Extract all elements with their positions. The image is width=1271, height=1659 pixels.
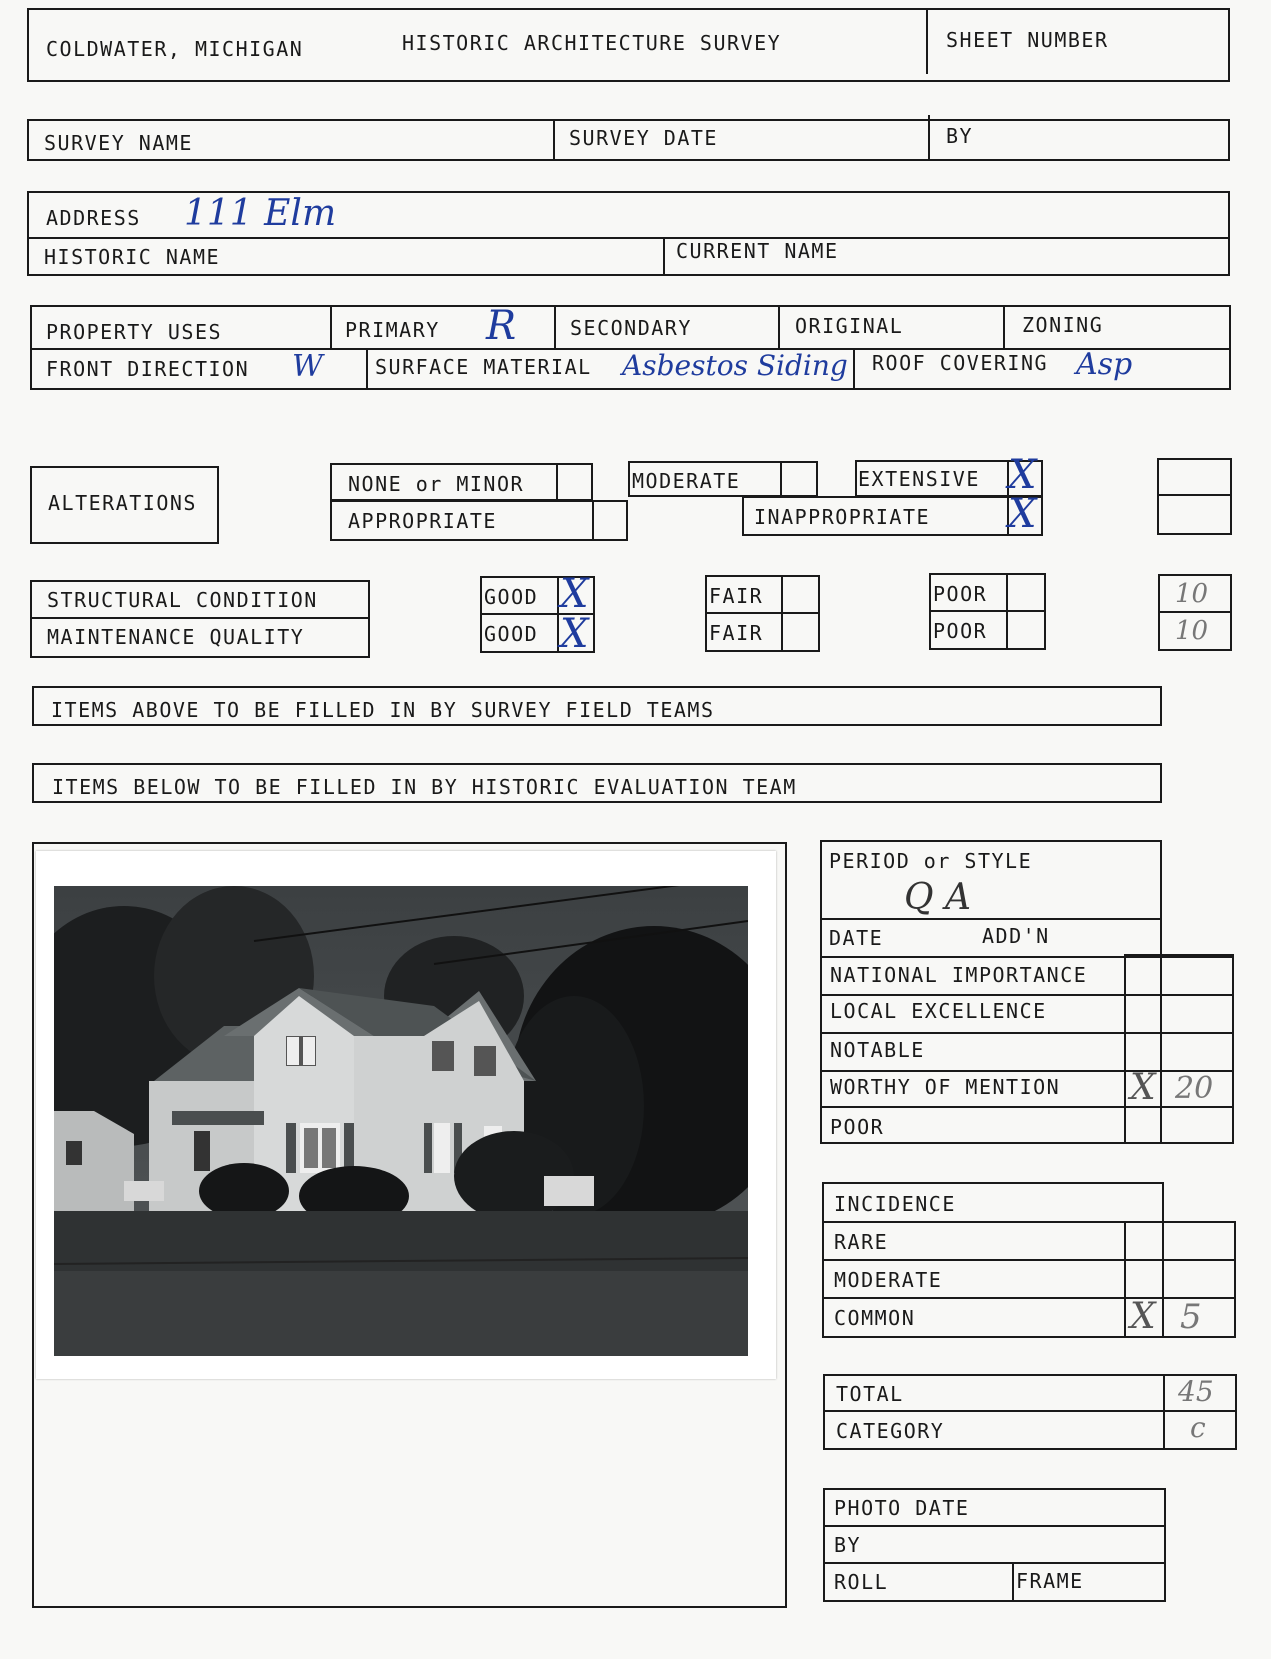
- poor-divider: [929, 610, 1046, 612]
- eval-mark-col: [1124, 954, 1126, 1144]
- front-direction-value: W: [292, 349, 323, 384]
- good-checkbox-divider: [557, 576, 559, 651]
- maintenance-good-mark: X: [560, 611, 589, 657]
- local-excellence-label: LOCAL EXCELLENCE: [830, 999, 1047, 1023]
- house-photo-image: [54, 886, 748, 1356]
- surface-material-label: SURFACE MATERIAL: [375, 355, 592, 379]
- header-title: HISTORIC ARCHITECTURE SURVEY: [402, 31, 782, 55]
- maintenance-fair-label: FAIR: [709, 621, 764, 645]
- survey-divider-2: [928, 115, 930, 159]
- photo-info-row-1: [823, 1525, 1166, 1527]
- primary-value: R: [486, 303, 517, 349]
- eval-addn-label: ADD'N: [982, 924, 1050, 948]
- total-label: TOTAL: [836, 1382, 904, 1406]
- property-uses-label: PROPERTY USES: [46, 320, 223, 344]
- property-div-3: [778, 305, 780, 348]
- zoning-label: ZONING: [1022, 313, 1104, 337]
- common-mark: X: [1130, 1296, 1156, 1337]
- current-name-label: CURRENT NAME: [676, 239, 839, 263]
- alterations-score-box: [1157, 458, 1232, 535]
- photo-card: [36, 851, 776, 1379]
- extensive-mark: X: [1008, 452, 1037, 498]
- structural-condition-label: STRUCTURAL CONDITION: [47, 588, 318, 612]
- maintenance-quality-label: MAINTENANCE QUALITY: [47, 625, 305, 649]
- national-importance-label: NATIONAL IMPORTANCE: [830, 963, 1088, 987]
- total-value: 45: [1178, 1375, 1214, 1408]
- structural-good-mark: X: [560, 571, 589, 617]
- photo-by-label: BY: [834, 1533, 862, 1557]
- eval-row-2: [820, 994, 1234, 996]
- property-div-2: [554, 305, 556, 348]
- property-div-6: [853, 348, 855, 388]
- roll-label: ROLL: [834, 1570, 889, 1594]
- eval-poor-label: POOR: [830, 1115, 885, 1139]
- original-label: ORIGINAL: [795, 314, 904, 338]
- front-direction-label: FRONT DIRECTION: [46, 357, 250, 381]
- items-above-note: ITEMS ABOVE TO BE FILLED IN BY SURVEY FIELD TEAMS: [51, 698, 715, 722]
- survey-divider-1: [553, 119, 555, 159]
- survey-by-label: BY: [946, 124, 974, 148]
- alterations-label: ALTERATIONS: [48, 491, 197, 515]
- frame-label: FRAME: [1016, 1569, 1084, 1593]
- maintenance-poor-label: POOR: [933, 619, 988, 643]
- condition-score-divider: [1158, 611, 1232, 613]
- sheet-number-label: SHEET NUMBER: [946, 28, 1109, 52]
- address-label: ADDRESS: [46, 206, 141, 230]
- alterations-score-divider: [1157, 494, 1232, 496]
- inc-score-col: [1234, 1221, 1236, 1338]
- property-div-1: [330, 305, 332, 348]
- eval-row-6: [1124, 1142, 1234, 1144]
- period-value: Q A: [904, 877, 971, 918]
- notable-label: NOTABLE: [830, 1038, 925, 1062]
- photo-info-frame-divider: [1012, 1562, 1014, 1600]
- address-value: 111 Elm: [184, 193, 337, 234]
- inc-mark-col: [1124, 1221, 1126, 1338]
- incidence-label: INCIDENCE: [834, 1192, 956, 1216]
- roof-covering-value: Asp: [1076, 347, 1133, 382]
- category-value: c: [1190, 1411, 1206, 1444]
- eval-row-3: [820, 1032, 1234, 1034]
- property-div-4: [1003, 305, 1005, 348]
- worthy-score: 20: [1175, 1071, 1214, 1106]
- structural-poor-label: POOR: [933, 582, 988, 606]
- poor-checkbox-divider: [1006, 573, 1008, 648]
- property-div-5: [366, 348, 368, 388]
- worthy-of-mention-label: WORTHY OF MENTION: [830, 1075, 1061, 1099]
- header-divider: [926, 8, 928, 74]
- structural-fair-label: FAIR: [709, 584, 764, 608]
- category-label: CATEGORY: [836, 1419, 945, 1443]
- rare-label: RARE: [834, 1230, 889, 1254]
- surface-material-value: Asbestos Siding: [622, 349, 848, 382]
- extensive-label: EXTENSIVE: [858, 467, 980, 491]
- inc-row-1: [822, 1221, 1236, 1223]
- header-city: COLDWATER, MICHIGAN: [46, 37, 304, 61]
- totals-divider: [823, 1410, 1237, 1412]
- eval-row-5: [820, 1106, 1234, 1108]
- totals-value-col: [1163, 1374, 1165, 1448]
- none-minor-label: NONE or MINOR: [348, 472, 525, 496]
- address-name-divider: [663, 237, 665, 275]
- house-photo: [54, 886, 748, 1356]
- eval-date-label: DATE: [829, 926, 884, 950]
- address-row-divider: [27, 237, 1230, 239]
- structural-score: 10: [1175, 579, 1209, 609]
- fair-divider: [705, 612, 820, 614]
- survey-name-label: SURVEY NAME: [44, 131, 193, 155]
- eval-row-1: [820, 956, 1234, 958]
- none-minor-checkbox-divider: [556, 463, 558, 499]
- fair-checkbox-divider: [781, 575, 783, 650]
- inc-row-2: [822, 1259, 1236, 1261]
- survey-date-label: SURVEY DATE: [569, 126, 718, 150]
- primary-label: PRIMARY: [345, 318, 440, 342]
- appropriate-checkbox-divider: [592, 500, 594, 539]
- photo-date-label: PHOTO DATE: [834, 1496, 970, 1520]
- moderate-label: MODERATE: [632, 469, 741, 493]
- moderate-checkbox-divider: [780, 461, 782, 495]
- worthy-mark: X: [1130, 1067, 1156, 1108]
- roof-covering-label: ROOF COVERING: [872, 351, 1049, 375]
- eval-score-col: [1232, 954, 1234, 1144]
- inappropriate-mark: X: [1008, 491, 1037, 537]
- inappropriate-label: INAPPROPRIATE: [754, 505, 931, 529]
- appropriate-label: APPROPRIATE: [348, 509, 497, 533]
- common-score: 5: [1180, 1297, 1202, 1337]
- eval-row-4: [820, 1070, 1234, 1072]
- photo-info-row-2: [823, 1562, 1166, 1564]
- evaluation-box: [820, 918, 1162, 1144]
- period-label: PERIOD or STYLE: [829, 849, 1033, 873]
- items-below-note: ITEMS BELOW TO BE FILLED IN BY HISTORIC EVALUATION TEAM: [52, 775, 797, 799]
- secondary-label: SECONDARY: [570, 316, 692, 340]
- maintenance-score: 10: [1175, 616, 1209, 646]
- historic-name-label: HISTORIC NAME: [44, 245, 221, 269]
- condition-label-divider: [30, 617, 370, 619]
- common-label: COMMON: [834, 1306, 916, 1330]
- inc-row-3: [822, 1297, 1236, 1299]
- incidence-moderate-label: MODERATE: [834, 1268, 943, 1292]
- maintenance-good-label: GOOD: [484, 622, 539, 646]
- eval-score-top: [1124, 954, 1234, 956]
- structural-good-label: GOOD: [484, 585, 539, 609]
